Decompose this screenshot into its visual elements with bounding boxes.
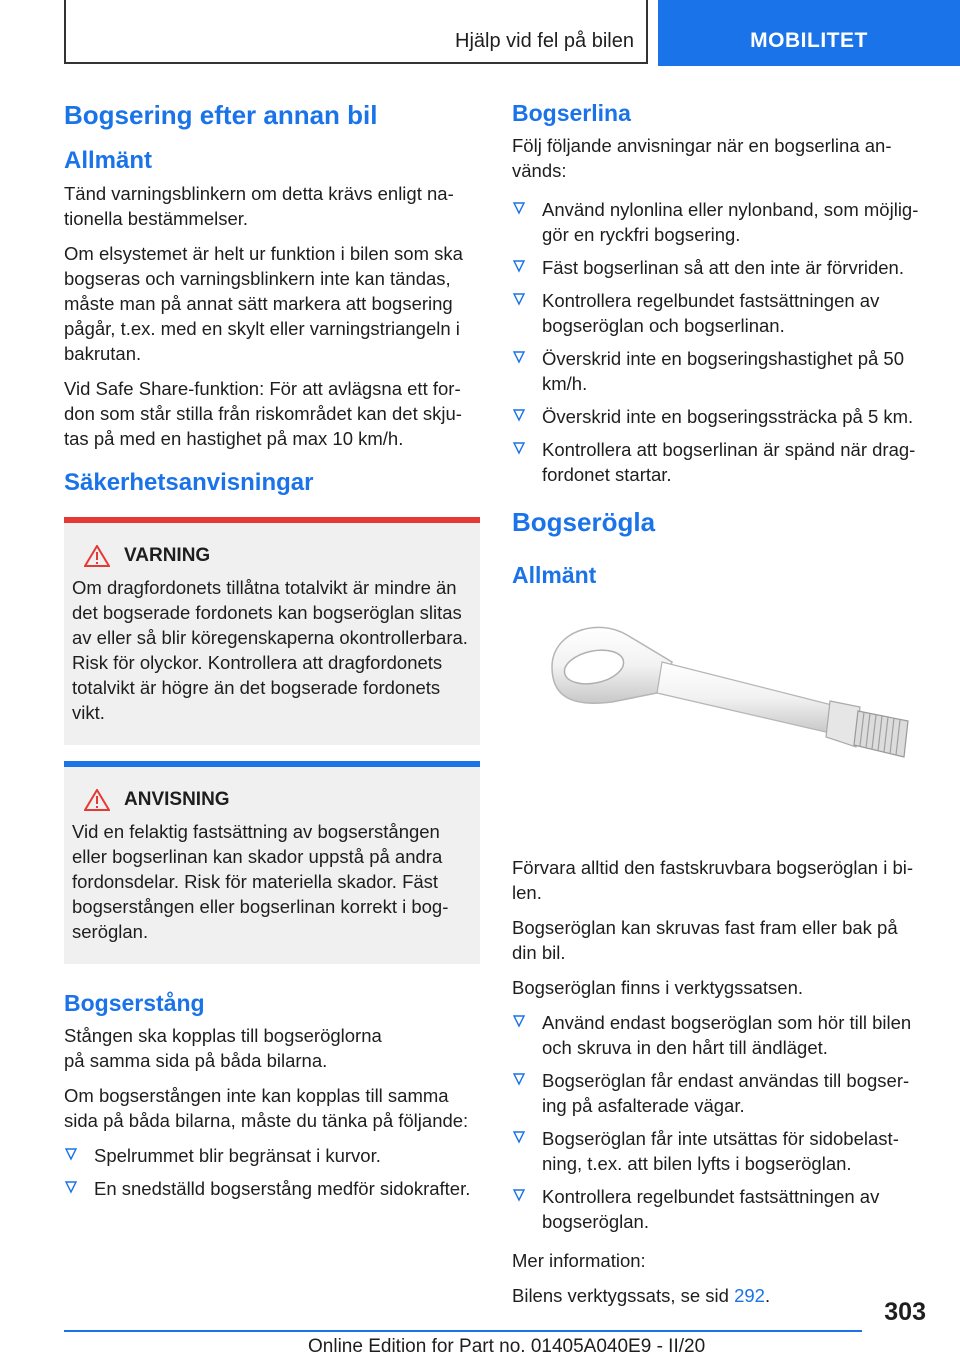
notice-triangle-icon [84, 789, 110, 811]
left-column [64, 100, 480, 1219]
tow-bar-paragraph-1: Stången ska kopplas till bogseröglorna på samma sida på båda bilarna. [64, 1025, 382, 1071]
triangle-bullet-icon [512, 1188, 526, 1202]
tow-eye-image [512, 607, 926, 837]
list-item: Bogseröglan får endast användas till bogsering på asfalterade vägar. [512, 1068, 926, 1118]
page-number: 303 [884, 1298, 926, 1326]
more-info-label: Mer information: [512, 1250, 646, 1271]
notice-text: Vid en felaktig fastsättning av bogserstången eller bogserlinan kan skador uppstå på andra fordonsdelar. Risk för materiella skador. Fäst bogserstången eller bogserlinan korrekt i bogseröglan. [72, 821, 449, 942]
general-paragraph-2: Om elsystemet är helt ur funktion i bilen som ska bogseras och varningsblinkern inte kan tändas, måste man på annat sätt markera att bogsering pågår, t.ex. med en skylt eller varningstriangeln i bakrutan. [64, 243, 463, 364]
triangle-bullet-icon [512, 350, 526, 364]
triangle-bullet-icon [512, 292, 526, 306]
triangle-bullet-icon [512, 1072, 526, 1086]
list-item: Bogseröglan får inte utsättas för sidobelastning, t.ex. att bilen lyfts i bogseröglan. [512, 1126, 926, 1176]
tow-eye-illustration [512, 607, 926, 837]
list-item: Använd nylonlina eller nylonband, som möjliggör en ryckfri bogsering. [512, 197, 926, 247]
list-item: Kontrollera att bogserlinan är spänd när dragfordonet startar. [512, 437, 926, 487]
header-section-box [64, 0, 648, 64]
tow-bar-paragraph-2: Om bogserstången inte kan kopplas till samma sida på båda bilarna, måste du tänka på följande: [64, 1085, 469, 1131]
tow-eye-section [512, 507, 926, 1308]
notice-title-row [72, 789, 472, 811]
warning-box [64, 517, 480, 745]
page-title: Bogsering efter annan bil [64, 100, 378, 130]
general-heading: Allmänt [64, 147, 153, 174]
general-section [64, 147, 480, 451]
page-reference-link[interactable]: 292 [734, 1285, 765, 1306]
tow-rope-heading: Bogserlina [512, 100, 631, 126]
footer-divider [64, 1330, 862, 1332]
general-paragraph-1: Tänd varningsblinkern om detta krävs enligt nationella bestämmelser. [64, 183, 454, 229]
triangle-bullet-icon [64, 1147, 78, 1161]
tow-rope-section [512, 100, 926, 487]
tow-eye-list [512, 1010, 926, 1234]
list-item: Fäst bogserlinan så att den inte är förvriden. [512, 255, 926, 280]
header-section-title: Hjälp vid fel på bilen [455, 30, 634, 52]
tow-eye-heading: Bogserögla [512, 507, 656, 537]
tow-bar-section [64, 990, 480, 1201]
warning-title-row [72, 545, 472, 567]
tow-bar-heading: Bogserstång [64, 990, 205, 1016]
triangle-bullet-icon [512, 1014, 526, 1028]
warning-text: Om dragfordonets tillåtna totalvikt är mindre än det bogserade fordonets kan bogseröglan slitas av eller så blir köregenskaperna okontrollerbara. Risk för olyckor. Kontrollera att dragfordonets totalvikt är högre än det bogserade fordonets vikt. [72, 577, 468, 723]
triangle-bullet-icon [512, 441, 526, 455]
list-item: Kontrollera regelbundet fastsättningen av bogseröglan. [512, 1184, 926, 1234]
warning-triangle-icon [84, 545, 110, 567]
header-chapter-tab[interactable]: MOBILITET [658, 0, 960, 66]
triangle-bullet-icon [512, 201, 526, 215]
triangle-bullet-icon [512, 1130, 526, 1144]
tow-eye-paragraph-3: Bogseröglan finns i verktygssatsen. [512, 977, 804, 998]
general-paragraph-3: Vid Safe Share-funktion: För att avlägsna ett fordon som står stilla från riskområdet kan det skjutas på med en hastighet på max 10 km/h. [64, 378, 462, 449]
tow-eye-paragraph-2: Bogseröglan kan skruvas fast fram eller bak på din bil. [512, 917, 898, 963]
cross-reference: Bilens verktygssats, se sid 292. [512, 1285, 771, 1306]
page-header [0, 0, 960, 66]
triangle-bullet-icon [64, 1180, 78, 1194]
warning-title: VARNING [124, 545, 211, 566]
triangle-bullet-icon [512, 408, 526, 422]
list-item: Överskrid inte en bogseringssträcka på 5 km. [512, 404, 926, 429]
tow-bar-list [64, 1143, 480, 1201]
list-item: Kontrollera regelbundet fastsättningen av bogseröglan och bogserlinan. [512, 288, 926, 338]
list-item: Använd endast bogseröglan som hör till bilen och skruva in den hårt till ändläget. [512, 1010, 926, 1060]
tow-eye-subheading: Allmänt [512, 562, 597, 588]
notice-box [64, 761, 480, 964]
triangle-bullet-icon [512, 259, 526, 273]
footer-edition: Online Edition for Part no. 01405A040E9 - II/20 [308, 1336, 706, 1357]
list-item: Överskrid inte en bogseringshastighet på 50 km/h. [512, 346, 926, 396]
tow-rope-list [512, 197, 926, 487]
tow-rope-intro: Följ följande anvisningar när en bogserlina används: [512, 135, 892, 181]
notice-title: ANVISNING [124, 789, 230, 810]
list-item: En snedställd bogserstång medför sidokrafter. [64, 1176, 480, 1201]
list-item: Spelrummet blir begränsat i kurvor. [64, 1143, 480, 1168]
right-column [512, 100, 926, 1318]
safety-heading: Säkerhetsanvisningar [64, 469, 314, 496]
tow-eye-paragraph-1: Förvara alltid den fastskruvbara bogseröglan i bilen. [512, 857, 914, 903]
